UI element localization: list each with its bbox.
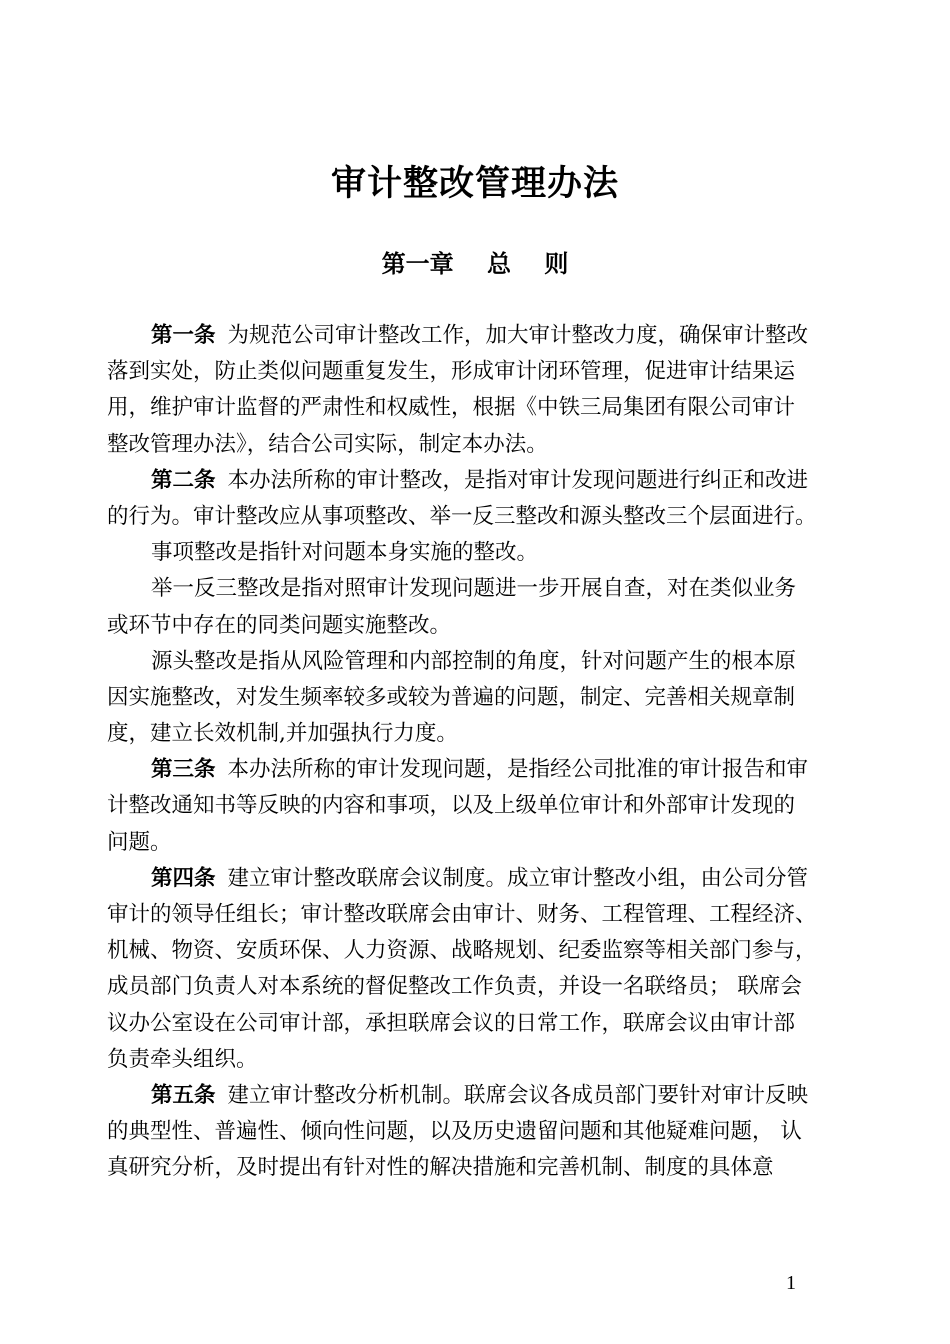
chapter-heading: 第一章 总 则 bbox=[381, 250, 569, 278]
article-label: 第三条 bbox=[151, 757, 216, 783]
body-line: 机械、物资、安质环保、人力资源、战略规划、纪委监察等相关部门参与， bbox=[107, 938, 817, 964]
article-label: 第二条 bbox=[151, 467, 216, 493]
body-line: 因实施整改，对发生频率较多或较为普遍的问题，制定、完善相关规章制 bbox=[107, 684, 796, 710]
body-line: 的行为。审计整改应从事项整改、举一反三整改和源头整改三个层面进行。 bbox=[107, 503, 817, 529]
article-5-line-1: 第五条 建立审计整改分析机制。联席会议各成员部门要针对审计反映 bbox=[151, 1082, 809, 1108]
article-label: 第一条 bbox=[151, 323, 216, 348]
paragraph-line: 事项整改是指针对问题本身实施的整改。 bbox=[151, 540, 539, 566]
body-line: 审计的领导任组长；审计整改联席会由审计、财务、工程管理、工程经济、 bbox=[107, 902, 817, 927]
body-line: 落到实处，防止类似问题重复发生，形成审计闭环管理，促进审计结果运 bbox=[107, 359, 796, 385]
article-1-line-1: 第一条 为规范公司审计整改工作，加大审计整改力度，确保审计整改 bbox=[151, 323, 809, 348]
article-2-line-1: 第二条 本办法所称的审计整改，是指对审计发现问题进行纠正和改进 bbox=[151, 467, 809, 493]
body-line: 或环节中存在的同类问题实施整改。 bbox=[107, 612, 452, 638]
body-line: 度，建立长效机制,并加强执行力度。 bbox=[107, 721, 458, 747]
article-3-line-1: 第三条 本办法所称的审计发现问题，是指经公司批准的审计报告和审 bbox=[151, 757, 809, 783]
body-line: 整改管理办法》，结合公司实际，制定本办法。 bbox=[107, 431, 548, 457]
paragraph-line: 举一反三整改是指对照审计发现问题进一步开展自查，对在类似业务 bbox=[151, 576, 797, 602]
body-line: 成员部门负责人对本系统的督促整改工作负责，并设一名联络员； 联席会 bbox=[107, 974, 802, 1000]
article-label: 第四条 bbox=[151, 865, 216, 891]
page-number: 1 bbox=[786, 1272, 796, 1294]
body-line: 的典型性、普遍性、倾向性问题，以及历史遗留问题和其他疑难问题， 认 bbox=[107, 1119, 802, 1145]
body-line: 真研究分析，及时提出有针对性的解决措施和完善机制、制度的具体意 bbox=[107, 1155, 774, 1181]
article-4-line-1: 第四条 建立审计整改联席会议制度。成立审计整改小组，由公司分管 bbox=[151, 865, 809, 891]
document-title: 审计整改管理办法 bbox=[330, 164, 619, 204]
body-line: 问题。 bbox=[107, 829, 172, 855]
body-line: 议办公室设在公司审计部，承担联席会议的日常工作，联席会议由审计部 bbox=[107, 1010, 796, 1036]
paragraph-line: 源头整改是指从风险管理和内部控制的角度，针对问题产生的根本原 bbox=[151, 648, 797, 674]
document-body bbox=[107, 318, 847, 1187]
body-line: 用，维护审计监督的严肃性和权威性，根据《中铁三局集团有限公司审计 bbox=[107, 395, 796, 421]
body-line: 负责牵头组织。 bbox=[107, 1046, 258, 1072]
article-label: 第五条 bbox=[151, 1082, 216, 1108]
body-line: 计整改通知书等反映的内容和事项，以及上级单位审计和外部审计发现的 bbox=[107, 793, 796, 819]
